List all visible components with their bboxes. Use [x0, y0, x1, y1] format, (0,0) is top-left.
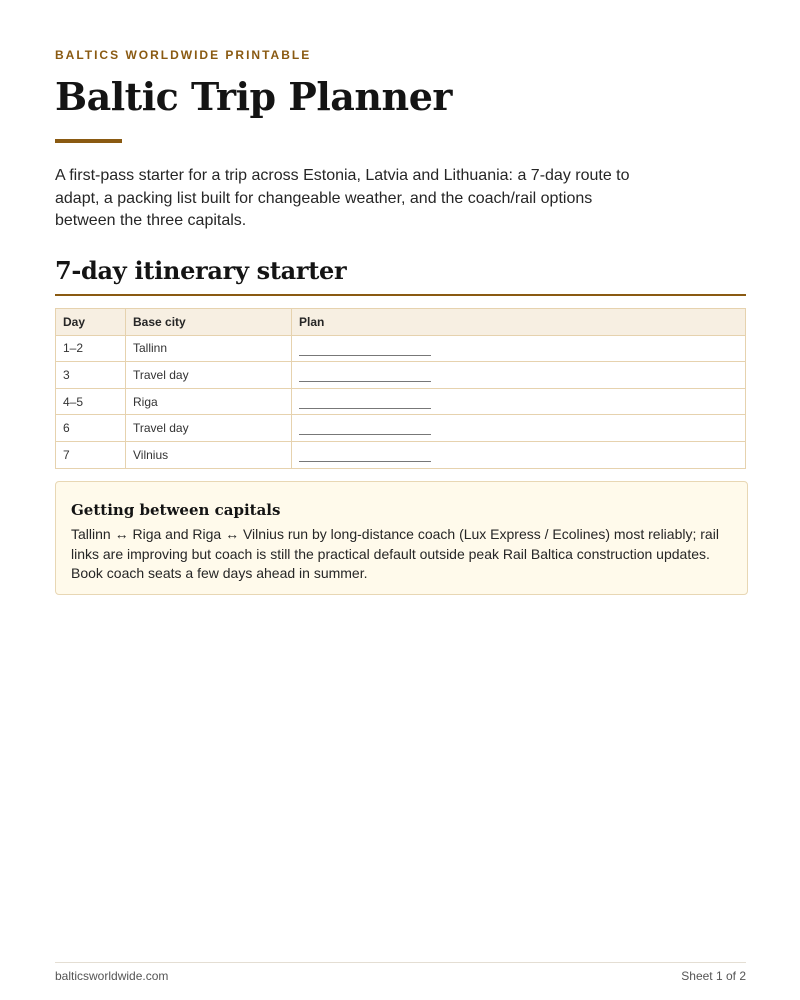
plan-cell: [292, 335, 746, 362]
base-city-cell: Vilnius: [126, 441, 292, 468]
day-cell: 7: [56, 441, 126, 468]
table-row: [56, 362, 746, 389]
table-row: [56, 335, 746, 362]
intro-paragraph: A first-pass starter for a trip across Estonia, Latvia and Lithuania: a 7-day route to adapt, a packing list built for changeable weather, and the coach/rail options between the three capitals.: [55, 167, 630, 229]
plan-write-in-line: [299, 449, 431, 462]
footer-divider: [55, 962, 746, 963]
footer-site: balticsworldwide.com: [55, 969, 169, 983]
plan-cell: [292, 441, 746, 468]
column-header-day: Day: [56, 309, 126, 336]
table-row: [56, 415, 746, 442]
eyebrow-label: BALTICS WORLDWIDE PRINTABLE: [55, 48, 312, 62]
table-row: [56, 441, 746, 468]
printable-page: [55, 0, 746, 1000]
table-header-row: [56, 309, 746, 336]
day-cell: 6: [56, 415, 126, 442]
plan-cell: [292, 362, 746, 389]
plan-write-in-line: [299, 396, 431, 409]
itinerary-table: [55, 308, 746, 469]
plan-write-in-line: [299, 369, 431, 382]
base-city-cell: Riga: [126, 388, 292, 415]
itinerary-section-title: 7-day itinerary starter: [55, 256, 347, 285]
column-header-plan: Plan: [292, 309, 746, 336]
section-divider: [55, 294, 746, 296]
plan-cell: [292, 415, 746, 442]
day-cell: 4–5: [56, 388, 126, 415]
title-accent-rule: [55, 139, 122, 143]
callout-body: Tallinn ↔ Riga and Riga ↔ Vilnius run by long-distance coach (Lux Express / Ecolines) most reliably; rail links are improving but coach is still the practical default outside peak Rail Baltica construction updates. Book coach seats a few days ahead in summer.: [71, 526, 719, 581]
plan-write-in-line: [299, 343, 431, 356]
day-cell: 3: [56, 362, 126, 389]
callout-title: Getting between capitals: [71, 501, 281, 519]
base-city-cell: Tallinn: [126, 335, 292, 362]
column-header-base-city: Base city: [126, 309, 292, 336]
table-row: [56, 388, 746, 415]
transport-callout: [55, 481, 748, 595]
footer-sheet-number: Sheet 1 of 2: [681, 969, 746, 983]
day-cell: 1–2: [56, 335, 126, 362]
page-title: Baltic Trip Planner: [55, 74, 452, 119]
base-city-cell: Travel day: [126, 415, 292, 442]
plan-write-in-line: [299, 422, 431, 435]
base-city-cell: Travel day: [126, 362, 292, 389]
plan-cell: [292, 388, 746, 415]
